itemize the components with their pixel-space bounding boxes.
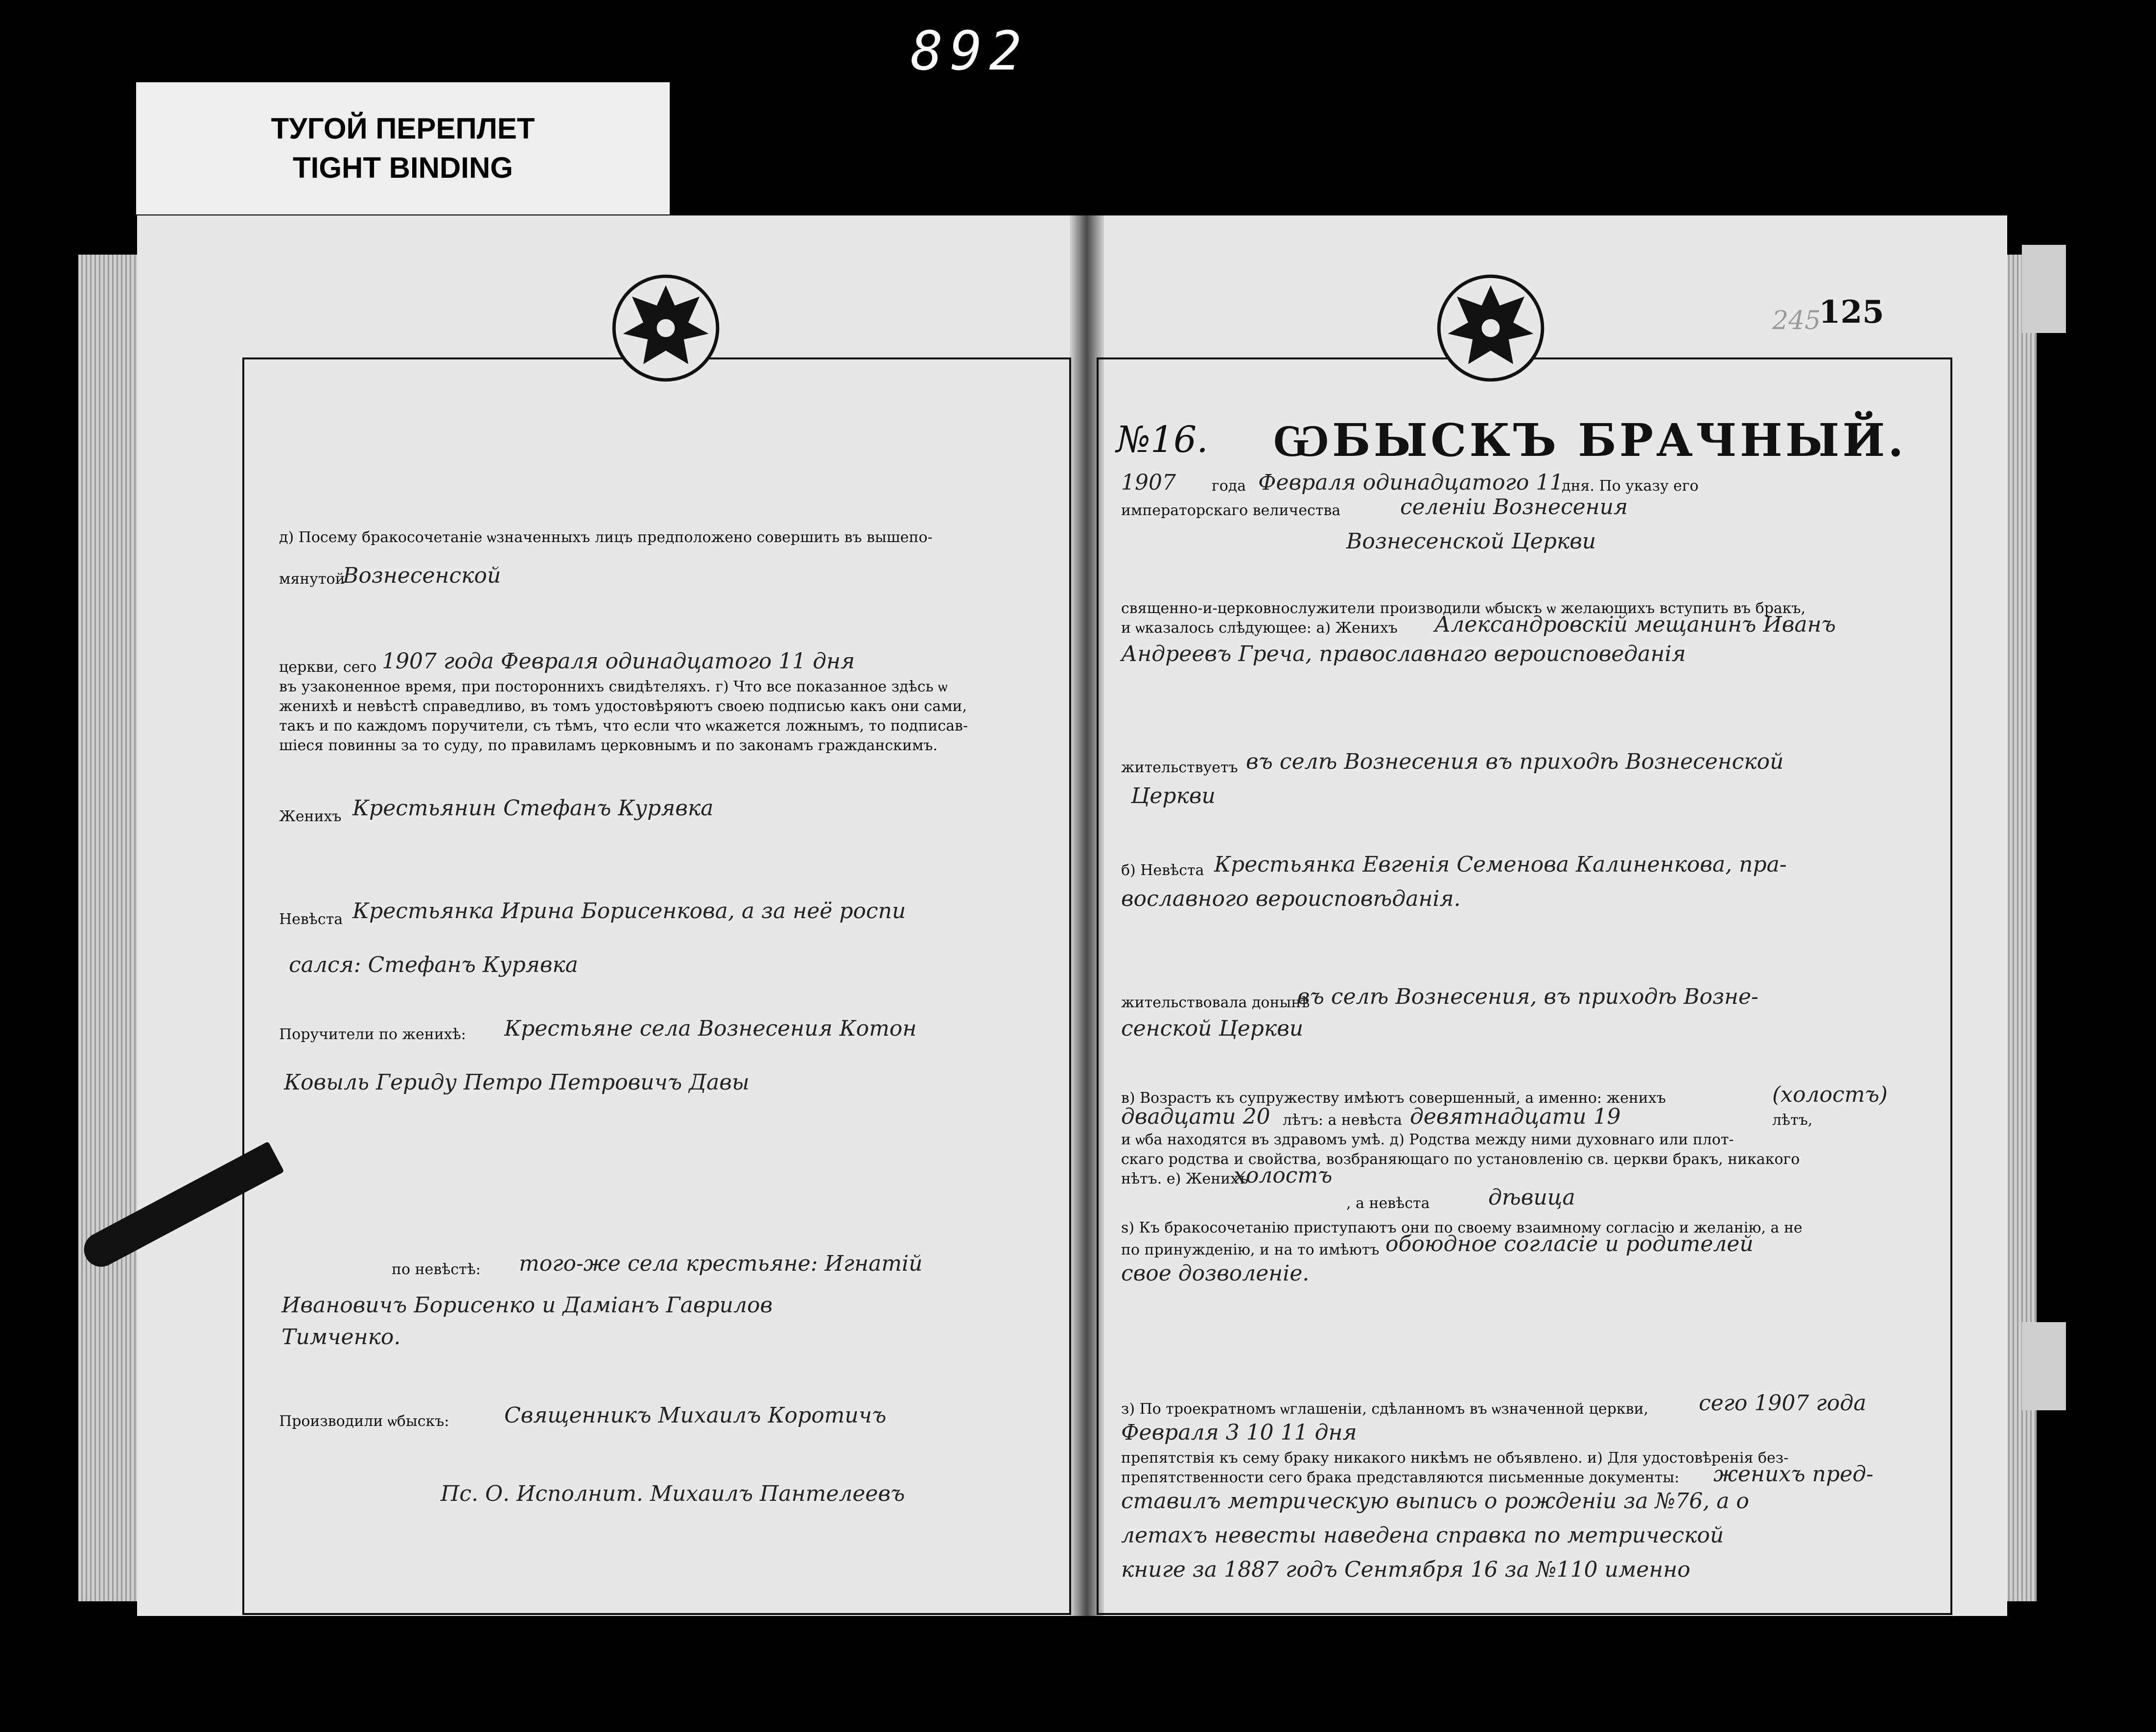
docs-hw: ставилъ метрическую выпись о рожденіи за №76, а о [1121,1489,1749,1514]
date-hw: 1907 года Февраля одинадцатого 11 дня [382,649,855,674]
text-line: препятственности сего брака представляются письменные документы: [1121,1469,1680,1486]
page-number: 125 [1819,294,1884,331]
intro-label: мянутой [279,570,345,588]
village-hw: селеніи Вознесения [1400,495,1628,520]
text-line: по принужденію, и на то имѣютъ [1121,1241,1380,1258]
intro-line: д) Посему бракосочетаніе ѡзначенныхъ лицъ предположено совершить въ вышепо- [279,529,933,546]
banns-hw: сего 1907 года [1699,1391,1867,1416]
conducted-label: Производили ѡбыскъ: [279,1413,449,1430]
text-line: , а невѣста [1346,1195,1430,1212]
page-tab [2022,245,2066,333]
guarantors-hw: Ковыль Гериду Петро Петровичъ Давы [284,1070,750,1095]
age-hw: (холостъ) [1772,1082,1888,1107]
signature-hw: Священникъ Михаилъ Коротичъ [504,1403,887,1428]
binding-label-ru: ТУГОЙ ПЕРЕПЛЕТ [271,112,535,145]
bride-label: Невѣста [279,911,343,928]
guarantors-groom-label: Поручители по женихѣ: [279,1026,466,1043]
text-line: въ узаконенное время, при постороннихъ свидѣтеляхъ. г) Что все показанное здѣсь ѡ [279,678,948,695]
document-title: ѠБЫСКЪ БРАЧНЫЙ. [1273,414,1907,467]
binding-label-en: TIGHT BINDING [293,151,513,184]
residence-hw: сенской Церкви [1121,1016,1304,1041]
bride-hw: вославного вероисповѣданія. [1121,886,1461,911]
text-line: женихѣ и невѣстѣ справедливо, въ томъ удостовѣряютъ своею подписью какъ они сами, [279,698,967,715]
bride-label: б) Невѣста [1121,862,1204,879]
binding-label [136,82,670,214]
consent-hw: обоюдное согласіе и родителей [1385,1232,1754,1257]
archive-stamp: 245 [1772,306,1821,335]
banns-hw: Февраля 3 10 11 дня [1121,1420,1357,1445]
bride-hw: сался: Стефанъ Курявка [289,952,578,977]
text-line: священно-и-церковнослужители производили ѡбыскъ ѡ желающихъ вступить въ бракъ, [1121,600,1806,617]
residence-hw: въ селѣ Вознесения, въ приходѣ Возне- [1297,984,1758,1009]
groom-label: Женихъ [279,808,342,825]
print-text: дня. По указу его [1562,477,1699,495]
docs-hw: женихъ пред- [1713,1462,1874,1487]
groom-label: и ѡказалось слѣдующее: а) Женихъ [1121,619,1398,637]
coat-of-arms-icon [609,272,722,384]
groom-hw: Андреевъ Греча, православнаго вероисповеданія [1121,641,1686,666]
guarantors-hw: Крестьяне села Вознесения Котон [504,1016,917,1041]
text-line: препятствія къ сему браку никакого никѣмъ не объявлено. и) Для удостовѣренія без- [1121,1449,1789,1467]
church-hw: Вознесенской Церкви [1346,529,1596,554]
print-text: года [1212,477,1246,495]
docs-hw: книге за 1887 годъ Сентября 16 за №110 именно [1121,1557,1690,1582]
page-tab [2022,1322,2066,1410]
frame-number: 892 [911,20,1029,82]
text-line: ѕ) Къ бракосочетанію приступаютъ они по своему взаимному согласію и желанію, а не [1121,1219,1803,1236]
print-text: императорскаго величества [1121,502,1341,519]
age-hw: двадцати 20 [1121,1104,1270,1129]
groom-hw: Александровскій мещанинъ Иванъ [1434,612,1836,637]
church-name-hw: Вознесенской [343,563,501,588]
bride-hw: Крестьянка Ирина Борисенкова, а за неё роспи [352,899,906,924]
coat-of-arms-icon [1434,272,1547,384]
text-line: скаго родства и свойства, возбраняющаго по установленію св. церкви бракъ, никакого [1121,1151,1800,1168]
guarantors-hw: Ивановичъ Борисенко и Даміанъ Гаврилов [281,1293,773,1318]
guarantors-hw: Тимченко. [281,1325,401,1350]
residence-hw: Церкви [1131,783,1216,808]
bride-hw: Крестьянка Евгенія Семенова Калиненкова, пра- [1214,852,1787,877]
record-number: №16. [1116,419,1208,461]
guarantors-hw: того-же села крестьяне: Игнатій [519,1251,923,1276]
age-hw: девятнадцати 19 [1410,1104,1621,1129]
signature-hw: Пс. О. Исполнит. Михаилъ Пантелеевъ [441,1481,905,1506]
text-line: шіеся повинны за то суду, по правиламъ церковнымъ и по законамъ гражданскимъ. [279,737,938,754]
guarantors-bride-label: по невѣстѣ: [392,1261,481,1278]
age-text: лѣтъ: а невѣста [1283,1112,1402,1129]
groom-status-hw: холостъ [1234,1163,1333,1188]
year-hw: 1907 [1121,470,1176,495]
age-text: в) Возрастъ къ супружеству имѣютъ совершенный, а именно: женихъ [1121,1090,1666,1107]
bride-status-hw: дѣвица [1488,1185,1575,1210]
docs-hw: летахъ невесты наведена справка по метрической [1121,1523,1724,1548]
left-page-stack [78,255,137,1601]
residence-label: жительствуетъ [1121,759,1238,776]
consent-hw: свое дозволеніе. [1121,1261,1310,1286]
text-line: з) По троекратномъ ѡглашеніи, сдѣланномъ въ ѡзначенной церкви, [1121,1400,1649,1418]
groom-hw: Крестьянин Стефанъ Курявка [352,796,714,821]
text-line: такъ и по каждомъ поручители, съ тѣмъ, что если что ѡкажется ложнымъ, то подписав- [279,717,968,735]
text-line: и ѡба находятся въ здравомъ умѣ. д) Родства между ними духовнаго или плот- [1121,1131,1734,1148]
text-line: нѣтъ. е) Женихъ [1121,1170,1248,1187]
residence-label: жительствовала донынѣ [1121,994,1310,1011]
date-hw: Февраля одинадцатого 11 [1258,470,1564,495]
church-label: церкви, сего [279,659,377,676]
residence-hw: въ селѣ Вознесения въ приходѣ Вознесенской [1246,749,1784,774]
age-text: лѣтъ, [1772,1112,1813,1129]
